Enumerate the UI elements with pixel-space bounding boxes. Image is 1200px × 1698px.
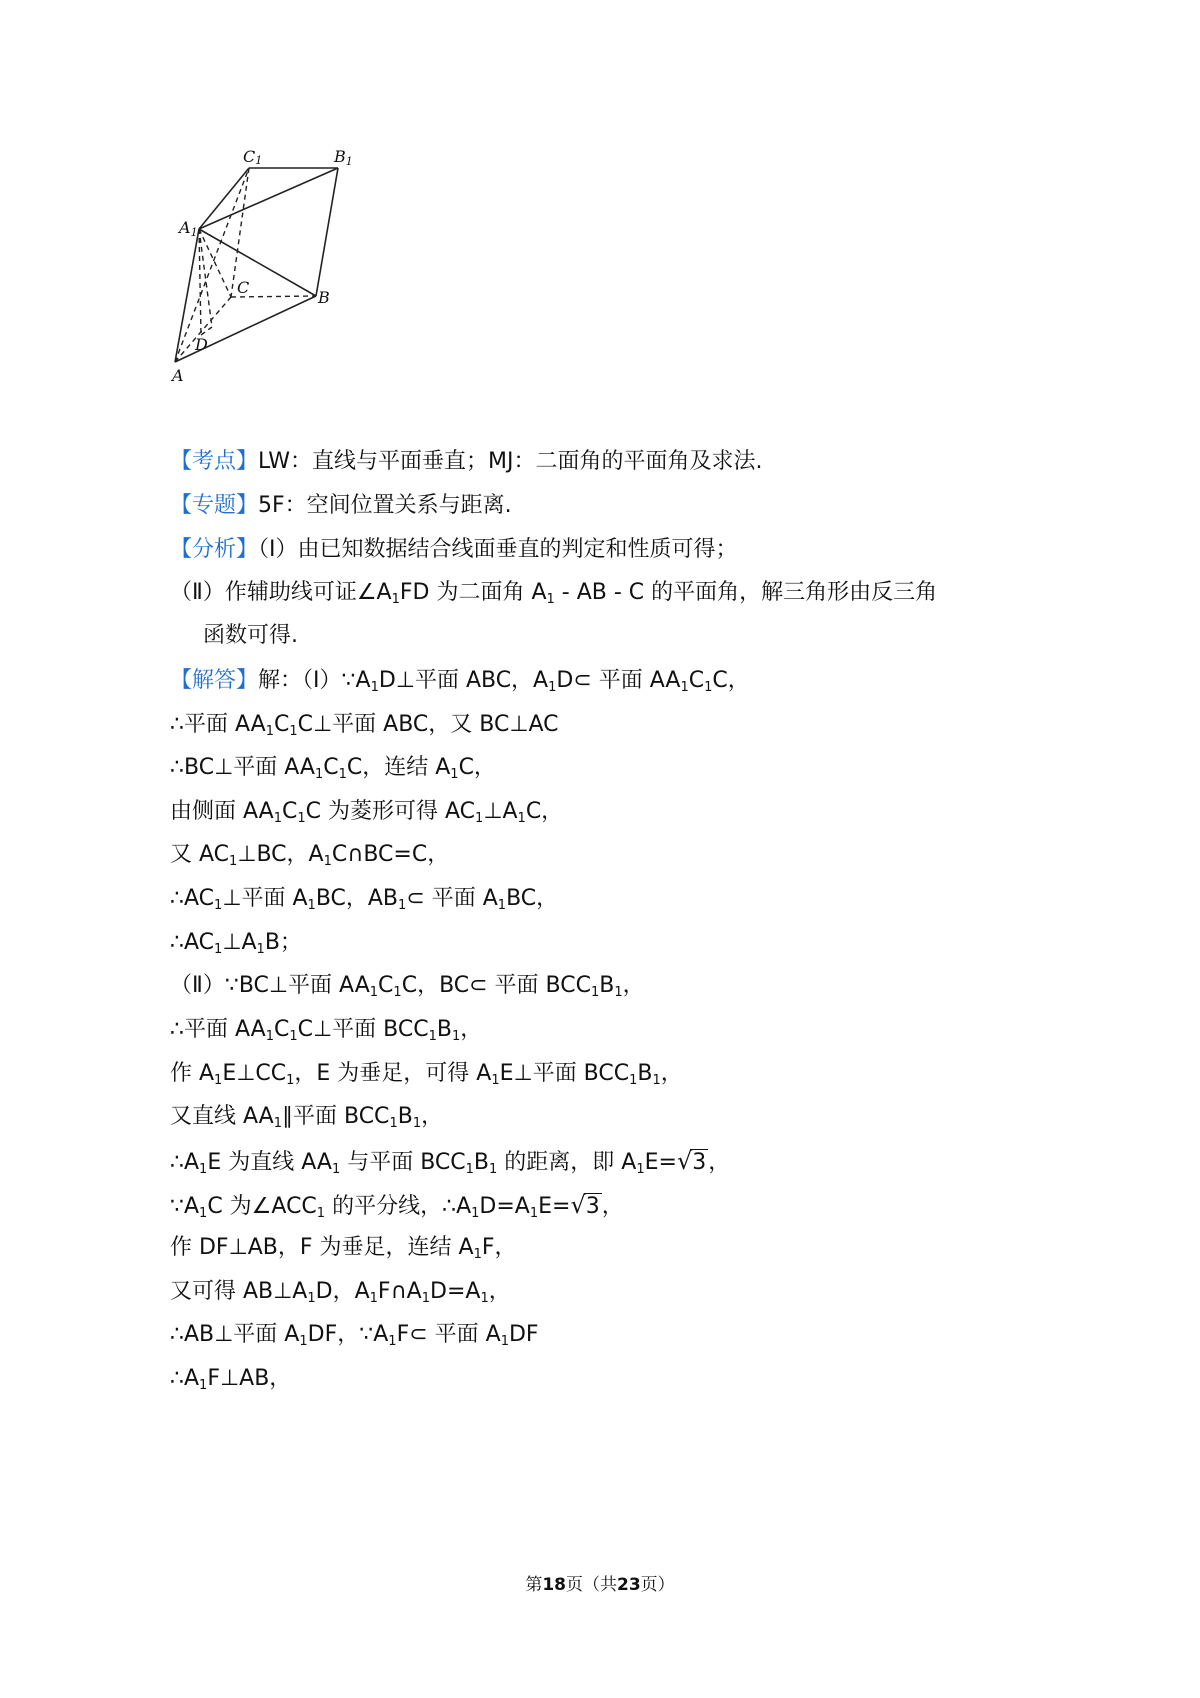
solution-line-11: 又直线 $AA_1\parallel$平面 $BCC_1B_1$， — [170, 1104, 444, 1131]
fenxi-tag: 【分析】 — [170, 537, 259, 562]
current-page: 18 — [542, 1575, 566, 1595]
zhuanti-line — [170, 491, 512, 521]
solution-line-10: 作 $A_1E\perp CC_1$，E 为垂足，可得 $A_1E\perp$平面 $BCC_1B_1$， — [170, 1061, 683, 1088]
solution-line-14: 作 DF⊥AB，F 为垂足，连结 $A_1F$， — [170, 1235, 517, 1262]
edge-d-f — [201, 327, 212, 335]
edge-b1-b — [316, 168, 338, 296]
solution-line-2: ∴平面 $AA_1C_1C\perp$平面 ABC，又 BC⊥AC — [170, 712, 559, 739]
total-pages: 23 — [617, 1575, 641, 1595]
edge-a1-c — [199, 229, 231, 297]
zhuanti-tag: 【专题】 — [170, 493, 259, 518]
solution-line-3: ∴BC⊥平面 $AA_1C_1C$，连结 $A_1C$， — [170, 755, 496, 782]
prism-figure — [170, 140, 380, 390]
kaodian-tag: 【考点】 — [170, 449, 259, 474]
solution-line-12: $\therefore A_1E$ 为直线 $AA_1$ 与平面 $BCC_1B_1$ 的距离，即 $A_1E=√3$， — [170, 1147, 731, 1177]
solution-line-15: 又可得 $AB\perp A_1D$，$A_1F\cap A_1D=A_1$， — [170, 1279, 511, 1306]
edge-a1-b1 — [199, 168, 338, 229]
page-footer: 第18页（共23页） — [525, 1575, 675, 1595]
fenxi-line-2-cont: 函数可得. — [203, 623, 298, 648]
solution-line-5: 又 $AC_1\perp BC$，$A_1C\cap BC=C$， — [170, 842, 450, 869]
edge-a1-d — [199, 229, 201, 335]
fenxi-text: （Ⅰ）由已知数据结合线面垂直的判定和性质可得； — [258, 537, 738, 562]
kaodian-text: LW：直线与平面垂直；MJ：二面角的平面角及求法. — [258, 449, 763, 474]
label-b1: B1 — [334, 147, 353, 168]
label-a: A — [172, 366, 184, 385]
label-d: D — [195, 335, 208, 354]
sqrt-3: √3 — [570, 1191, 600, 1219]
solution-line-17: $\therefore A_1F\perp AB$， — [170, 1366, 292, 1393]
label-c: C — [237, 278, 250, 297]
edge-a1-c1 — [199, 168, 249, 229]
label-b: B — [318, 288, 330, 307]
zhuanti-text: 5F：空间位置关系与距离. — [258, 493, 512, 518]
solution-line-8: （Ⅱ）∵BC⊥平面 $AA_1C_1C$，BC⊂ 平面 $BCC_1B_1$， — [170, 973, 645, 1000]
solution-line-16: ∴AB⊥平面 $A_1DF$，$\because A_1F\subset$ 平面 $A_1DF$ — [170, 1322, 539, 1349]
solution-line-1: 【解答】解：$(Ⅰ)\because A_1D\perp$平面 ABC，$A_1D\subset$ 平面 $AA_1C_1C$， — [170, 668, 750, 695]
solution-line-9: ∴平面 $AA_1C_1C\perp$平面 $BCC_1B_1$， — [170, 1017, 483, 1044]
edge-a1-b — [199, 229, 316, 296]
sqrt-3: √3 — [676, 1147, 707, 1175]
solution-line-4: 由侧面 $AA_1C_1C$ 为菱形可得 $AC_1\perp A_1C$， — [170, 799, 564, 826]
dashed-edges — [175, 168, 316, 362]
kaodian-line — [170, 447, 762, 477]
jieda-tag: 【解答】 — [170, 668, 259, 693]
label-a1: A1 — [179, 218, 198, 239]
label-c1: C1 — [243, 147, 263, 167]
solution-line-13: $\because A_1C$ 为$\angle ACC_1$ 的平分线，$\therefore A_1D=A_1E=√3$， — [170, 1191, 624, 1221]
solution-line-7: $\therefore AC_1\perp A_1B$； — [170, 930, 302, 957]
solution-line-6: $\therefore AC_1\perp$平面 $A_1BC$，$AB_1\subset$ 平面 $A_1BC$， — [170, 886, 559, 913]
fenxi-line-2: （Ⅱ）作辅助线可证$\angle A_1FD$ 为二面角 $A_1$ - AB - C 的平面角，解三角形由反三角 — [170, 580, 938, 607]
fenxi-line — [170, 535, 738, 565]
